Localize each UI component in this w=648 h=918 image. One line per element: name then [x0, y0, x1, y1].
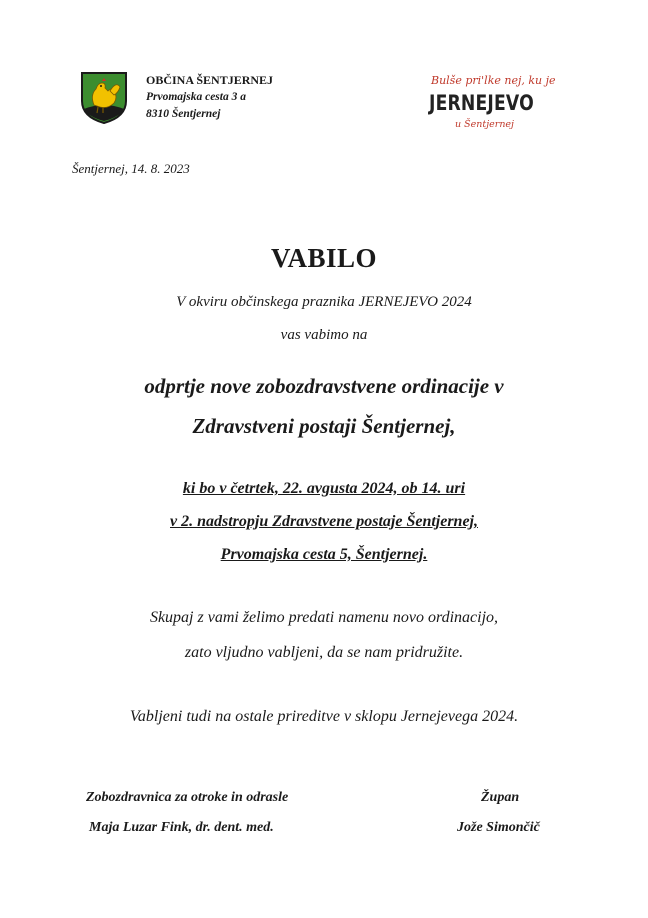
letterhead	[146, 72, 273, 123]
invitation-title: VABILO	[270, 243, 378, 273]
signature-right-name: Jože Simončič	[457, 820, 540, 835]
logo-wordmark: JERNEJEVO	[429, 91, 534, 115]
event-date-time: ki bo v četrtek, 22. avgusta 2024, ob 14. uri	[182, 480, 466, 497]
jernejevo-logo	[427, 74, 555, 136]
signature-right-role: Župan	[481, 790, 520, 805]
signature-left-name: Maja Luzar Fink, dr. dent. med.	[89, 820, 274, 835]
document-date: Šentjernej, 14. 8. 2023	[72, 161, 190, 176]
body-paragraph-1-line-1: Skupaj z vami želimo predati namenu novo ordinacijo,	[149, 609, 499, 626]
logo-script-bottom: u Šentjernej	[455, 119, 514, 130]
body-paragraph-1-line-2: zato vljudno vabljeni, da se nam pridružite.	[184, 644, 464, 661]
event-line-2: Zdravstveni postaji Šentjernej,	[192, 414, 456, 438]
signature-left-role: Zobozdravnica za otroke in odrasle	[86, 790, 289, 805]
event-line-1: odprtje nove zobozdravstvene ordinacije v	[144, 374, 504, 398]
event-address: Prvomajska cesta 5, Šentjernej.	[220, 546, 428, 563]
municipality-crest-icon	[80, 71, 128, 125]
event-location: v 2. nadstropju Zdravstvene postaje Šentjernej,	[170, 513, 478, 530]
municipality-name: OBČINA ŠENTJERNEJ	[146, 73, 274, 87]
body-paragraph-2: Vabljeni tudi na ostale prireditve v sklopu Jernejevega 2024.	[129, 708, 519, 725]
logo-script-top: Bulše pri'lke nej, ku je	[431, 74, 556, 87]
address-postal: 8310 Šentjernej	[146, 108, 221, 120]
intro-line-2: vas vabimo na	[280, 327, 368, 343]
address-street: Prvomajska cesta 3 a	[146, 91, 246, 103]
intro-line-1: V okviru občinskega praznika JERNEJEVO 2024	[176, 294, 472, 310]
